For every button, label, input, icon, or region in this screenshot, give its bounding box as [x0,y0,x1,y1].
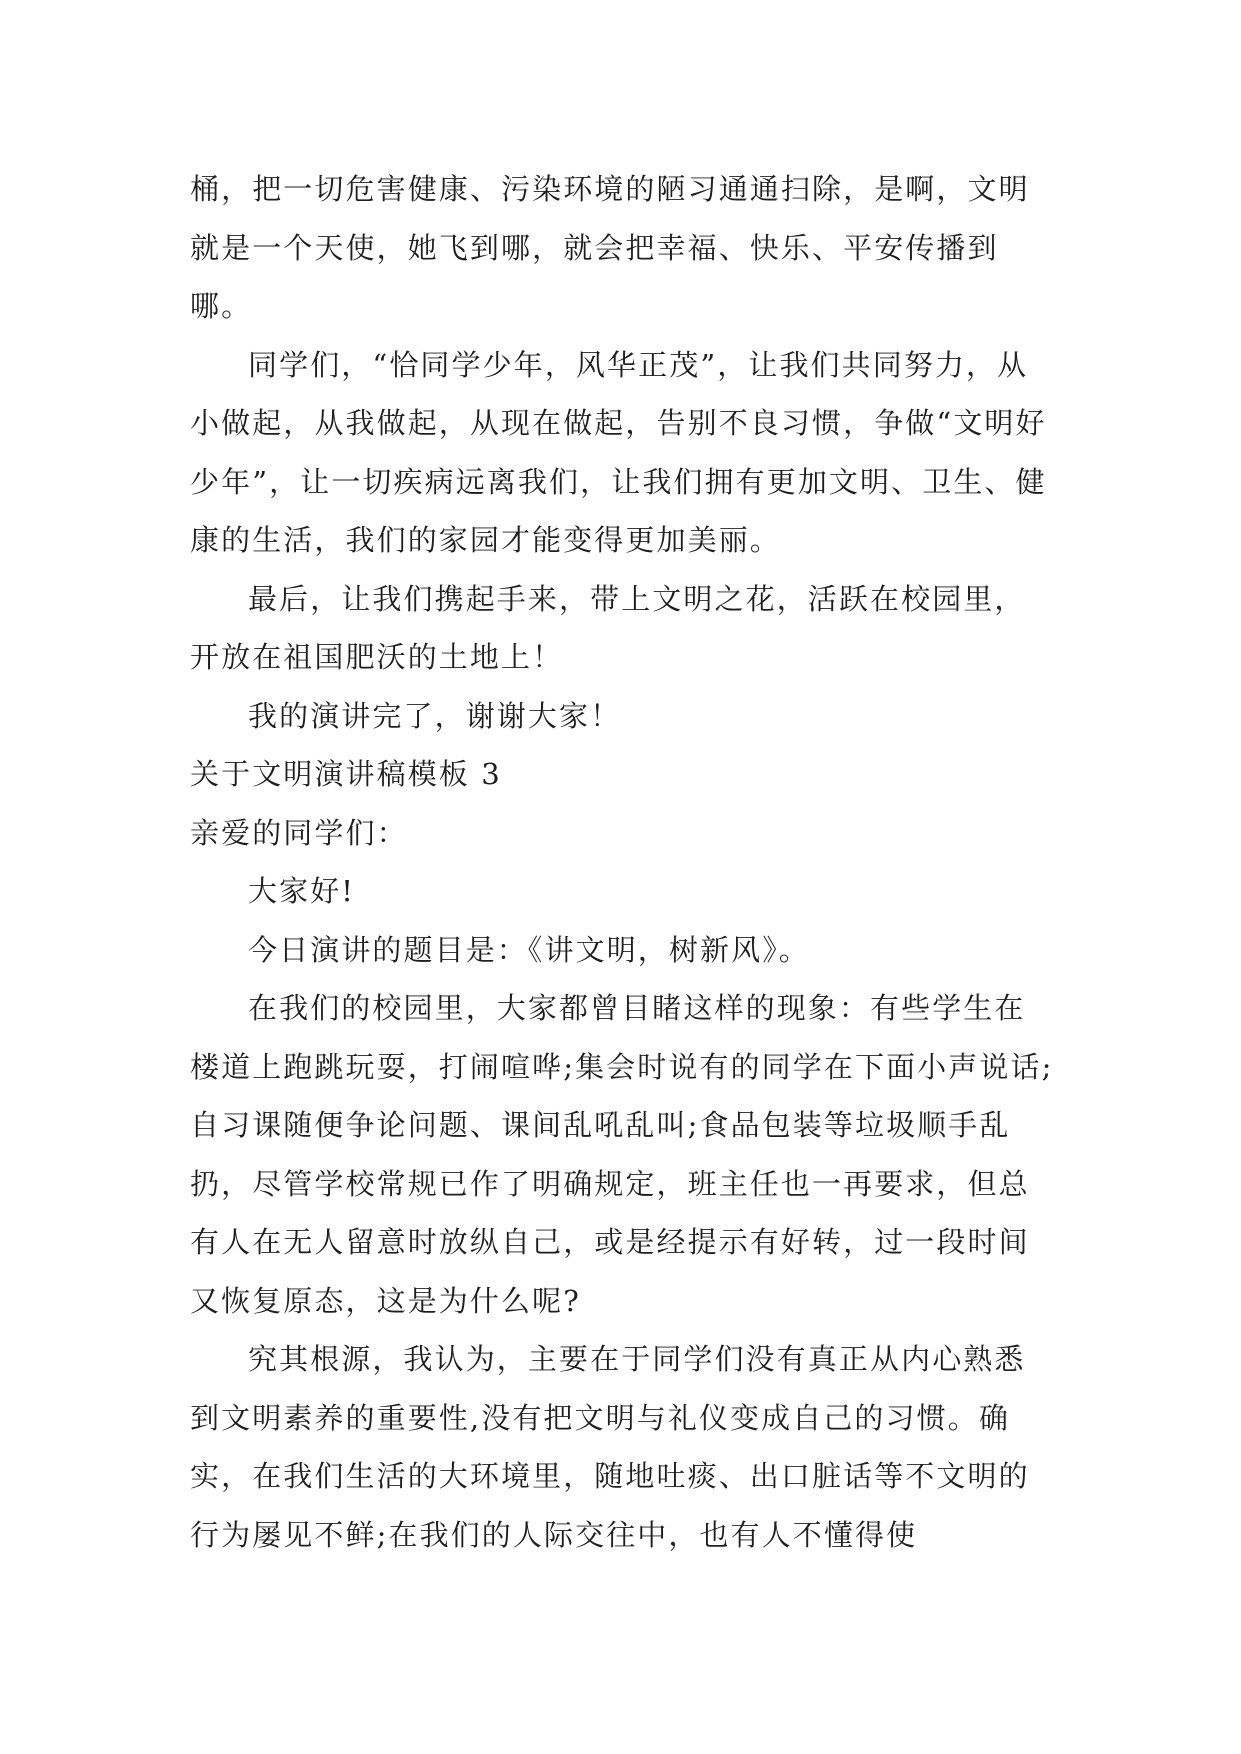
salutation: 亲爱的同学们： [190,815,408,850]
section-title: 关于文明演讲稿模板 3 [190,757,502,791]
paragraph-continuation: 桶，把一切危害健康、污染环境的陋习通通扫除，是啊，文明就是一个天使，她飞到哪，就会把幸福、快乐、平安传播到哪。 [190,172,1030,323]
paragraph-call-to-action: 同学们，“恰同学少年，风华正茂”，让我们共同努力，从小做起，从我做起，从现在做起，告别不良习惯，争做“文明好少年”，让一切疾病远离我们，让我们拥有更加文明、卫生、健康的生活，我们的家园才能变得更加美丽。 [190,347,1047,557]
paragraph-observations: 在我们的校园里，大家都曾目睹这样的现象：有些学生在楼道上跑跳玩耍，打闹喧哗;集会时说有的同学在下面小声说话;自习课随便争论问题、课间乱吼乱叫;食品包装等垃圾顺手乱扔，尽管学校常规已作了明确规定，班主任也一再要求，但总有人在无人留意时放纵自己，或是经提示有好转，过一段时间又恢复原态，这是为什么呢? [190,991,1054,1318]
paragraph-analysis: 究其根源，我认为，主要在于同学们没有真正从内心熟悉到文明素养的重要性,没有把文明与礼仪变成自己的习惯。确实，在我们生活的大环境里，随地吐痰、出口脏话等不文明的行为屡见不鲜;在我们的人际交往中，也有人不懂得使 [190,1342,1030,1552]
greeting: 大家好! [248,874,356,908]
speech-topic: 今日演讲的题目是：《讲文明，树新风》。 [248,932,810,967]
paragraph-closing: 最后，让我们携起手来，带上文明之花，活跃在校园里，开放在祖国肥沃的土地上！ [190,581,1026,674]
paragraph-thanks: 我的演讲完了，谢谢大家！ [248,698,622,733]
document-body [190,160,1056,1564]
